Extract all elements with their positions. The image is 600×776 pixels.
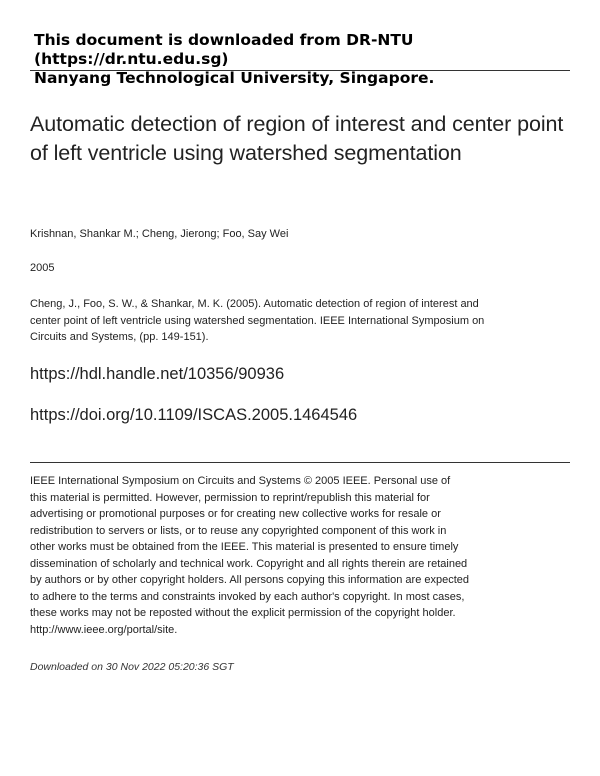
handle-link[interactable]: https://hdl.handle.net/10356/90936 (30, 365, 285, 383)
download-timestamp: Downloaded on 30 Nov 2022 05:20:36 SGT (30, 661, 234, 673)
repository-header (34, 31, 574, 88)
copyright-notice: IEEE International Symposium on Circuits and Systems © 2005 IEEE. Personal use of this material is permitted. However, permission to reprint/republish this material for advertising or promotional purposes or for creating new collective works for resale or redistribution to servers or lists, or to reuse any copyrighted component of this work in other works must be obtained from the IEEE. This material is presented to ensure timely dissemination of scholarly and technical work. Copyright and all rights therein are retained by authors or by other copyright holders. All persons copying this information are expected to adhere to the terms and constraints invoked by each author's copyright. In most cases, these works may not be reposted without the explicit permission of the copyright holder. http://www.ieee.org/portal/site. (30, 475, 470, 636)
header-institution-line: Nanyang Technological University, Singapore. (34, 69, 435, 87)
header-divider (30, 70, 570, 71)
document-authors: Krishnan, Shankar M.; Cheng, Jierong; Foo, Say Wei (30, 228, 289, 240)
header-source-line: This document is downloaded from DR-NTU (https://dr.ntu.edu.sg) (34, 31, 414, 68)
document-citation: Cheng, J., Foo, S. W., & Shankar, M. K. (2005). Automatic detection of region of interest and center point of left ventricle using watershed segmentation. IEEE International Symposium on Circuits and Systems, (pp. 149-151). (30, 298, 485, 343)
section-divider (30, 462, 570, 463)
document-title: Automatic detection of region of interest and center point of left ventricle using watershed segmentation (30, 112, 564, 165)
document-year: 2005 (30, 262, 55, 274)
doi-link[interactable]: https://doi.org/10.1109/ISCAS.2005.1464546 (30, 406, 358, 424)
